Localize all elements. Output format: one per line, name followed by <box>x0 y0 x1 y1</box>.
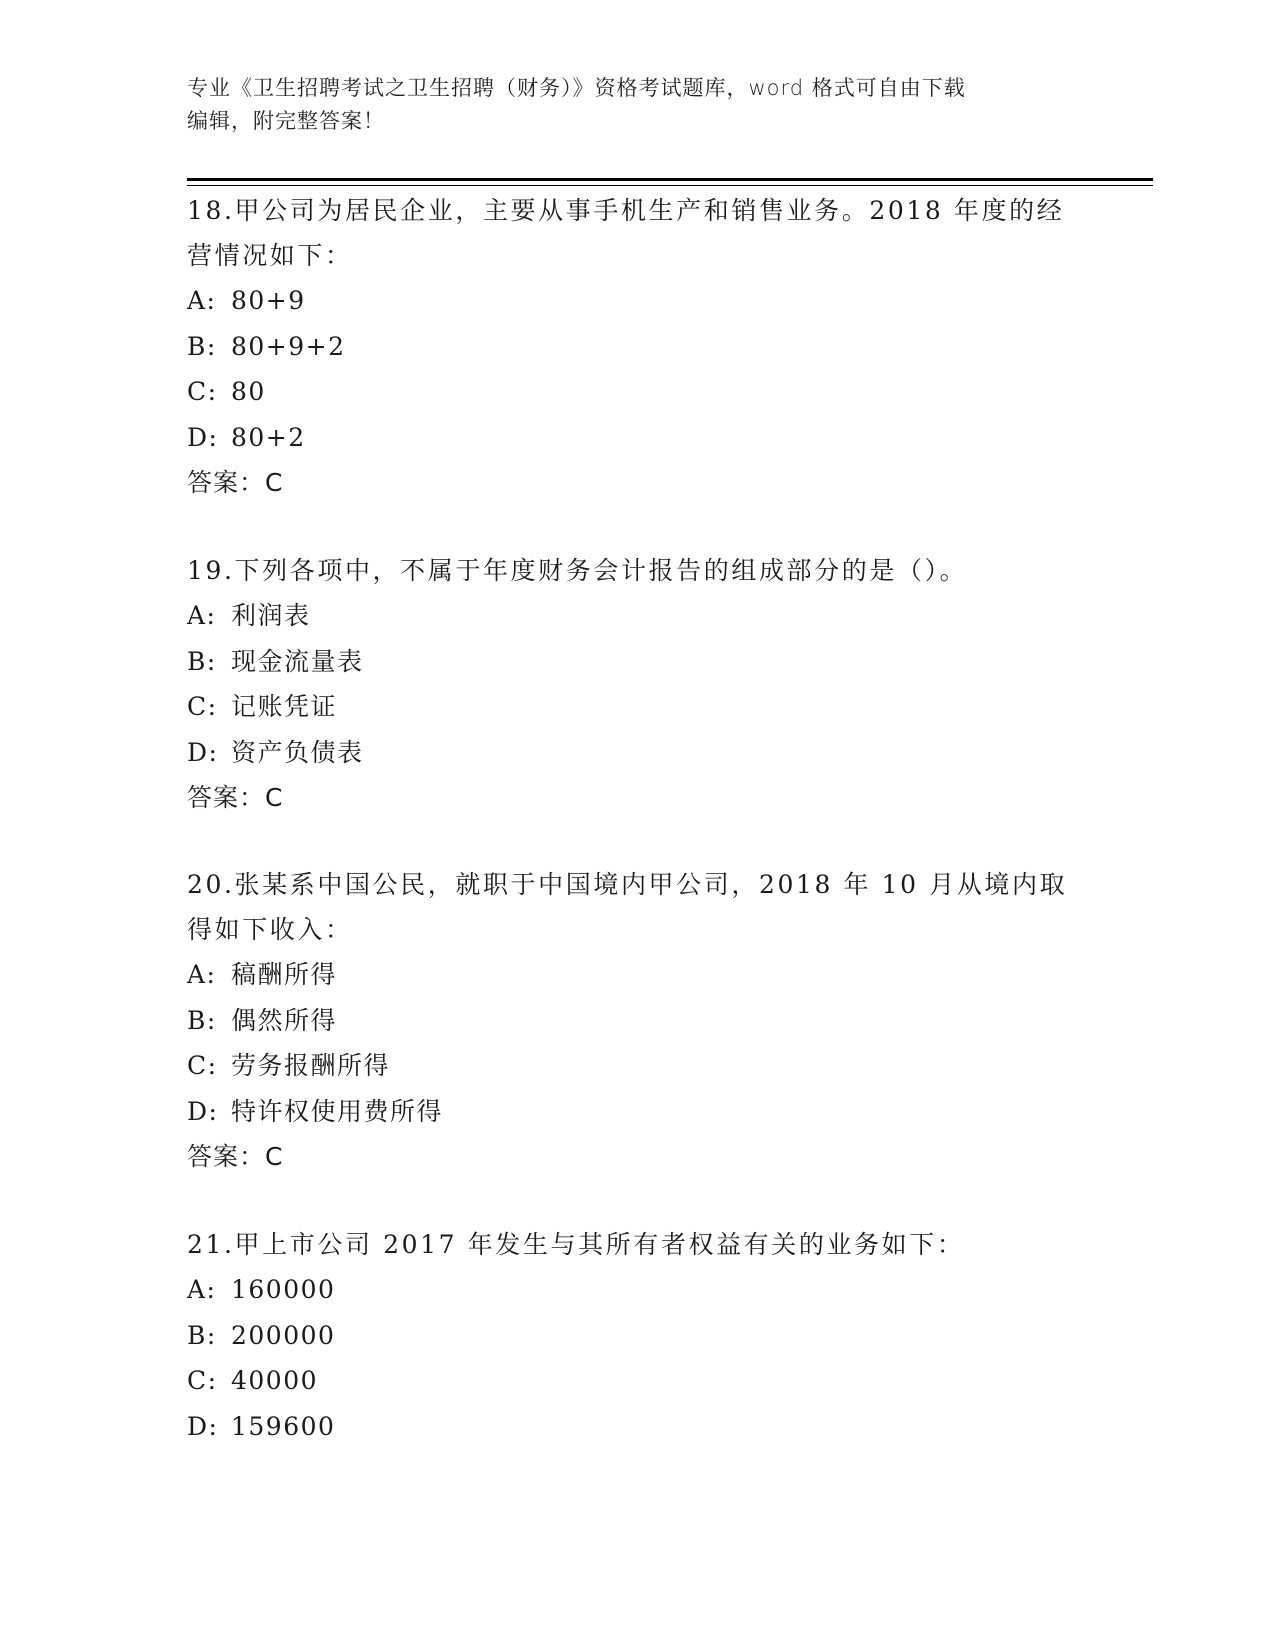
question-text-line-1: 18.甲公司为居民企业，主要从事手机生产和销售业务。2018 年度的经 <box>187 196 1065 225</box>
option-text: 160000 <box>231 1275 336 1304</box>
answer-line: 答案：C <box>187 1142 284 1171</box>
option-text: 200000 <box>231 1320 336 1350</box>
question-text <box>187 1222 1087 1267</box>
question-20 <box>187 862 1087 1180</box>
option-letter: C: <box>187 692 218 721</box>
option-text: 特许权使用费所得 <box>231 1096 444 1126</box>
option-letter: D: <box>187 737 219 767</box>
option-letter: A: <box>187 286 217 315</box>
option-letter: B: <box>187 331 217 361</box>
option-letter: C: <box>187 1051 218 1080</box>
option-text: 40000 <box>231 1366 319 1395</box>
question-18 <box>187 188 1087 506</box>
option-b <box>187 639 1087 685</box>
option-c <box>187 369 1087 415</box>
option-text: 偶然所得 <box>231 1005 338 1035</box>
option-text: 资产负债表 <box>231 737 364 767</box>
option-b <box>187 1313 1087 1359</box>
option-text: 80+9+2 <box>231 331 346 361</box>
document-header <box>187 72 1087 138</box>
option-b <box>187 998 1087 1044</box>
question-text <box>187 188 1087 278</box>
option-text: 80+2 <box>231 422 306 452</box>
question-text-line-2: 得如下收入： <box>187 915 353 944</box>
answer-line: 答案：C <box>187 783 284 812</box>
question-text <box>187 548 1087 593</box>
option-text: 稿酬所得 <box>231 960 338 989</box>
option-d <box>187 730 1087 776</box>
option-letter: D: <box>187 422 219 452</box>
header-line-1: 专业《卫生招聘考试之卫生招聘（财务）》资格考试题库，word 格式可自由下载 <box>187 76 966 100</box>
option-letter: D: <box>187 1096 219 1126</box>
option-a <box>187 593 1087 639</box>
option-a <box>187 278 1087 324</box>
answer-line: 答案：C <box>187 468 284 497</box>
option-d <box>187 1404 1087 1450</box>
header-divider-thick <box>187 178 1153 181</box>
option-c <box>187 1043 1087 1089</box>
option-d <box>187 415 1087 461</box>
option-d <box>187 1089 1087 1135</box>
header-divider-thin <box>187 185 1153 186</box>
option-letter: B: <box>187 1320 217 1350</box>
option-c <box>187 684 1087 730</box>
option-letter: A: <box>187 1275 217 1304</box>
option-letter: B: <box>187 646 217 676</box>
option-letter: C: <box>187 377 218 406</box>
option-text: 利润表 <box>231 601 311 630</box>
question-text-line-1: 21.甲上市公司 2017 年发生与其所有者权益有关的业务如下： <box>187 1230 965 1259</box>
option-a <box>187 952 1087 998</box>
option-b <box>187 324 1087 370</box>
question-19 <box>187 548 1087 821</box>
option-text: 现金流量表 <box>231 646 364 676</box>
option-letter: A: <box>187 960 217 989</box>
option-a <box>187 1267 1087 1313</box>
option-letter: A: <box>187 601 217 630</box>
option-letter: B: <box>187 1005 217 1035</box>
option-text: 80 <box>231 377 266 406</box>
question-text-line-2: 营情况如下： <box>187 241 353 270</box>
option-text: 80+9 <box>231 286 306 315</box>
option-text: 劳务报酬所得 <box>231 1051 391 1080</box>
option-c <box>187 1358 1087 1404</box>
question-text-line-1: 20.张某系中国公民，就职于中国境内甲公司，2018 年 10 月从境内取 <box>187 870 1068 899</box>
question-text <box>187 862 1087 952</box>
option-text: 159600 <box>231 1411 336 1441</box>
question-21 <box>187 1222 1087 1449</box>
question-text-line-1: 19.下列各项中，不属于年度财务会计报告的组成部分的是（）。 <box>187 556 968 585</box>
option-text: 记账凭证 <box>231 692 338 721</box>
option-letter: C: <box>187 1366 218 1395</box>
option-letter: D: <box>187 1411 219 1441</box>
header-line-2: 编辑，附完整答案！ <box>187 109 385 133</box>
